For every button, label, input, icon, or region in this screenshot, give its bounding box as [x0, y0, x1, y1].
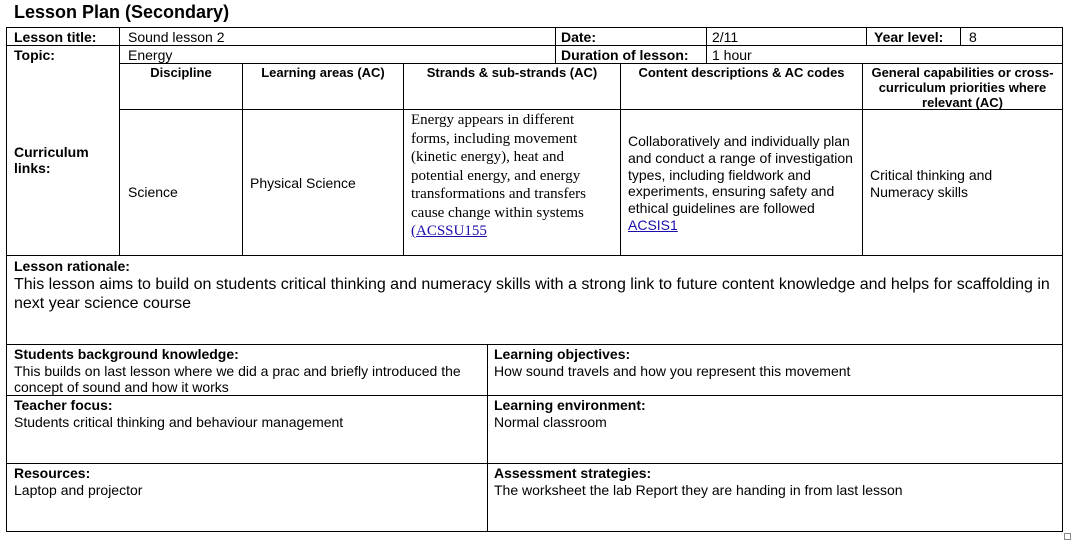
duration-label: Duration of lesson:	[561, 47, 689, 63]
resources-text[interactable]: Laptop and projector	[14, 482, 143, 498]
header-general-capabilities: General capabilities or cross-curriculum priorities where relevant (AC)	[871, 65, 1054, 110]
rationale-label: Lesson rationale:	[14, 258, 130, 274]
teacher-focus-label: Teacher focus:	[14, 397, 113, 413]
year-level-value[interactable]: 8	[969, 29, 977, 45]
header-discipline: Discipline	[150, 65, 212, 80]
lesson-title-label: Lesson title:	[14, 29, 97, 45]
topic-label: Topic:	[14, 47, 55, 63]
strands-text[interactable]: Energy appears in different forms, including movement (kinetic energy), heat and potential energy, and energy transformations and transfers cause change within systems	[411, 112, 586, 221]
background-text[interactable]: This builds on last lesson where we did a prac and briefly introduced the concept of sound and how it works	[14, 363, 461, 395]
acssu155-link[interactable]: (ACSSU155	[411, 223, 487, 239]
header-strands: Strands & sub-strands (AC)	[426, 65, 598, 80]
learning-area-value[interactable]: Physical Science	[250, 175, 356, 191]
background-label: Students background knowledge:	[14, 346, 239, 362]
strands-description	[411, 111, 615, 241]
date-label: Date:	[561, 29, 597, 45]
content-text[interactable]: Collaboratively and individually plan and conduct a range of investigation types, including fieldwork and experiments, ensuring safety and ethical guidelines are followed	[628, 133, 853, 217]
assessment-label: Assessment strategies:	[494, 465, 652, 481]
lesson-title-value[interactable]: Sound lesson 2	[128, 29, 225, 45]
resources-label: Resources:	[14, 465, 91, 481]
objectives-text[interactable]: How sound travels and how you represent this movement	[494, 363, 851, 379]
capabilities-value[interactable]: Critical thinking and Numeracy skills	[870, 167, 993, 200]
header-learning-areas: Learning areas (AC)	[261, 65, 385, 80]
teacher-focus-text[interactable]: Students critical thinking and behaviour management	[14, 414, 344, 430]
environment-text[interactable]: Normal classroom	[494, 414, 607, 430]
content-description	[628, 133, 854, 234]
curriculum-links-label: Curriculum links:	[14, 144, 89, 176]
environment-label: Learning environment:	[494, 397, 646, 413]
table-resize-handle[interactable]	[1064, 533, 1071, 540]
assessment-text[interactable]: The worksheet the lab Report they are handing in from last lesson	[494, 482, 903, 498]
discipline-value[interactable]: Science	[128, 184, 178, 200]
page-title: Lesson Plan (Secondary)	[14, 2, 230, 22]
duration-value[interactable]: 1 hour	[712, 47, 752, 63]
year-level-label: Year level:	[874, 29, 944, 45]
acsis1-link[interactable]: ACSIS1	[628, 216, 678, 233]
objectives-label: Learning objectives:	[494, 346, 631, 362]
topic-value[interactable]: Energy	[128, 47, 173, 63]
header-content-descriptions: Content descriptions & AC codes	[638, 65, 845, 80]
date-value[interactable]: 2/11	[712, 29, 739, 45]
rationale-text[interactable]: This lesson aims to build on students critical thinking and numeracy skills with a strong link to future content knowledge and helps for scaffolding in next year science course	[14, 276, 1050, 312]
